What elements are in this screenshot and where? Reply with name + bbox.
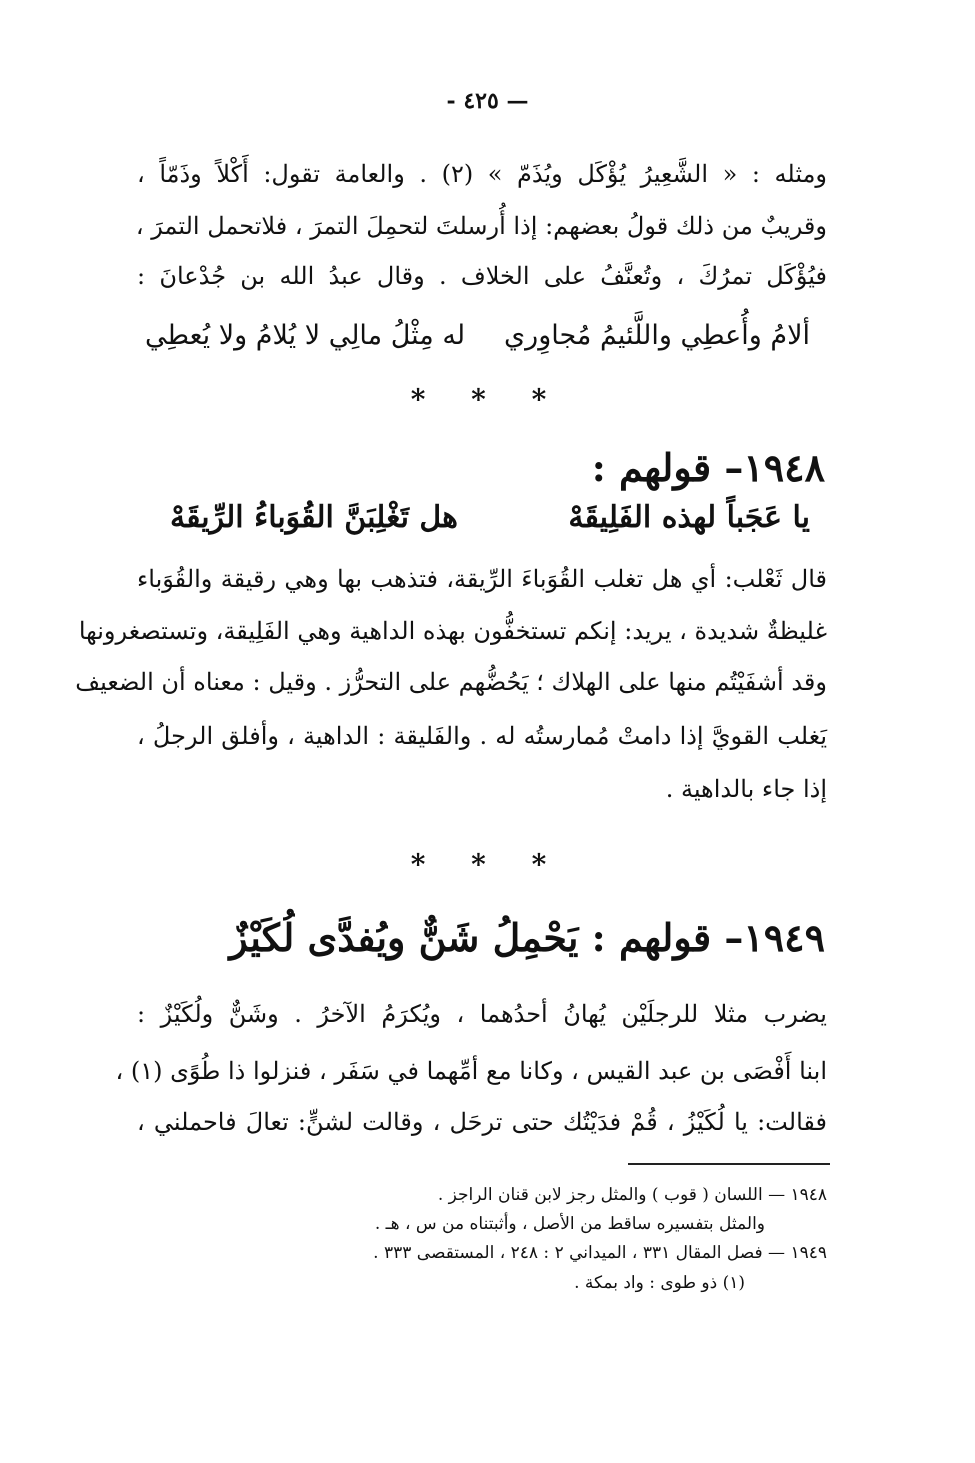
entry-heading-1948: ١٩٤٨– قولهم : (591, 445, 825, 490)
section-separator: * * * (410, 383, 565, 416)
verse-second-hemistich: هل تَغْلِبَنَّ القُوَباءُ الرِّيقَهْ (170, 500, 458, 535)
verse-first-hemistich: ألامُ وأُعطِي واللَّئيمُ مُجاوِري (504, 320, 810, 351)
poem-verse (145, 320, 810, 351)
page-number: — ٤٢٥ - (446, 88, 529, 114)
text-line: يَغلب القويَّ إذا دامتْ مُمارستُه له . والفَليقة : الداهية ، وأفلق الرجلُ ، (137, 722, 827, 750)
text-line: وقد أشفَيْتُم منها على الهلاك ؛ يَحُضُّهم على التحرُّز . وقيل : معناه أن الضعيف (75, 668, 827, 696)
entry-heading-1949: ١٩٤٩– قولهم : يَحْمِلُ شَنٌّ ويُفدَّى لُكَيْزٌ (229, 915, 825, 960)
text-line: ومثله : « الشَّعِيرُ يُؤْكَل ويُذَمّ » (٢) . والعامة تقول: أَكْلاً وذَمّاً ، (137, 160, 828, 188)
text-line: فيُؤْكَل تمرُكَ ، وتُعنَّفُ على الخلاف . وقال عبدُ الله بن جُدْعانَ : (137, 262, 827, 290)
footnote: ١٩٤٩ — فصل المقال ٣٣١ ، الميداني ٢ : ٢٤٨ ، المستقصى ٣٣٣ . (373, 1243, 827, 1263)
text-line: قال ثَعْلب: أي هل تغلب القُوَباءَ الرِّيقة، فتذهب بها وهي رقيقة والقُوَباء (137, 565, 827, 593)
footnote-rule (628, 1163, 830, 1165)
footnote: والمثل بتفسيره ساقط من الأصل ، وأثبتناه من س ، هـ . (374, 1214, 765, 1234)
text-line: ابنا أَفْصَى بن عبد القيس ، وكانا مع أمِّهما في سَفَر ، فنزلوا ذا طُوًى (١) ، (115, 1057, 827, 1085)
verse-first-hemistich: يا عَجَباً لهذه الفَلِيقَهْ (568, 500, 810, 535)
section-separator: * * * (410, 848, 565, 881)
footnote: ١٩٤٨ — اللسان ( قوب ) والمثل رجز لابن قنان الراجز . (437, 1185, 827, 1205)
text-line: يضرب مثلا للرجلَيْن يُهانُ أحدُهما ، ويُكرَمُ الآخرُ . وشَنٌّ ولُكَيْزٌ : (137, 1000, 827, 1028)
verse-second-hemistich: له مِثْلُ مالِي لا يُلامُ ولا يُعطِي (145, 320, 466, 351)
text-line: وقريبٌ من ذلك قولُ بعضهم: إذا أُرسلتَ لتحمِلَ التمرَ ، فلاتحمل التمرَ ، (135, 212, 827, 240)
entry-verse-1948 (170, 500, 810, 535)
text-line: إذا جاء بالداهية . (665, 775, 827, 803)
footnote: (١) ذو طوى : واد بمكة . (574, 1273, 745, 1293)
text-line: فقالت: يا لُكَيْزُ ، قُمْ فدَيْتُك حتى ترحَل ، وقالت لشنٍّ: تعالَ فاحملني ، (137, 1108, 827, 1136)
text-line: غليظةٌ شديدة ، يريد: إنكم تستخفُّون بهذه الداهية وهي الفَلِيقة، وتستصغرونها (78, 617, 827, 645)
